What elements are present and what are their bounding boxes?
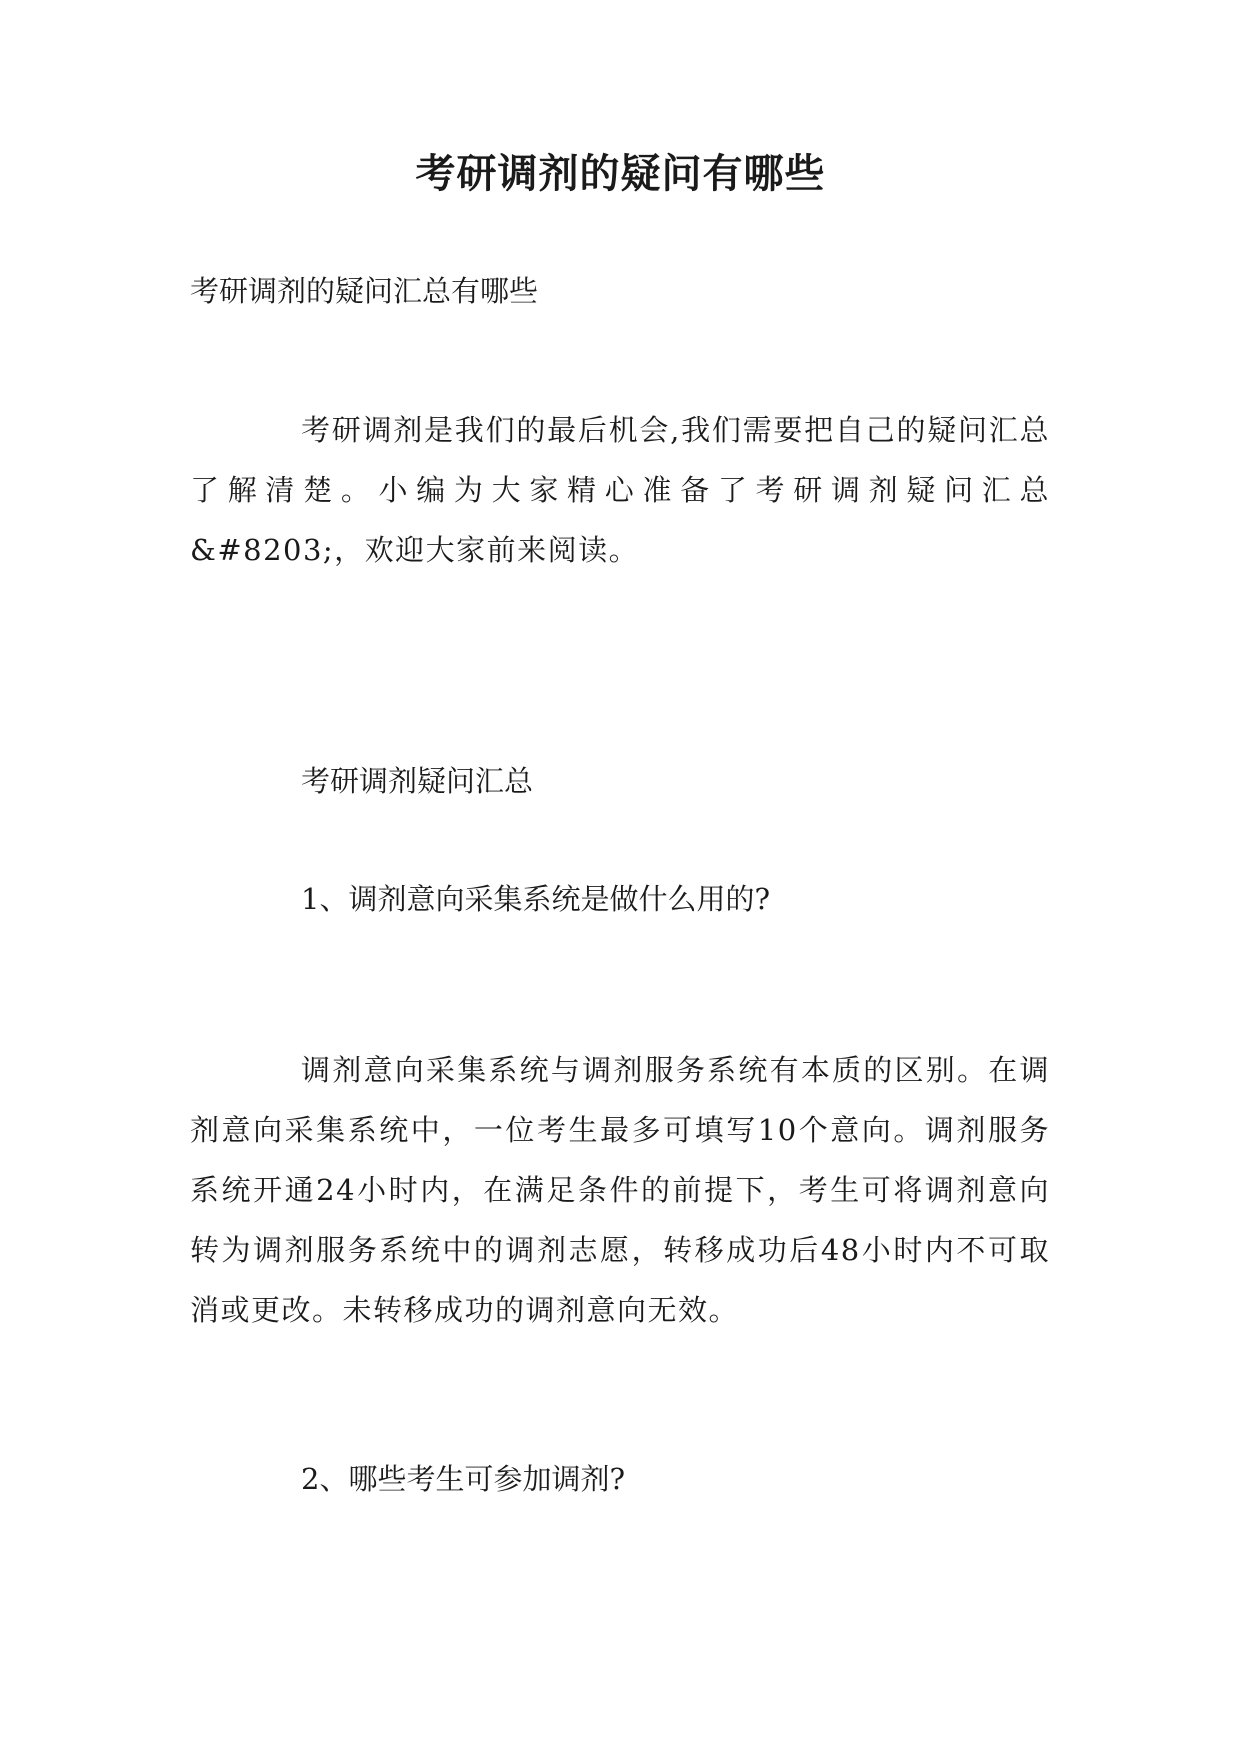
answer-1-paragraph: 调剂意向采集系统与调剂服务系统有本质的区别。在调剂意向采集系统中，一位考生最多可填写10个意向。调剂服务系统开通24小时内，在满足条件的前提下，考生可将调剂意向转为调剂服务系统中的调剂志愿，转移成功后48小时内不可取消或更改。未转移成功的调剂意向无效。: [190, 1053, 1050, 1327]
section-heading: 考研调剂疑问汇总: [301, 764, 534, 798]
question-1: 1、调剂意向采集系统是做什么用的?: [301, 882, 770, 916]
document-subtitle: 考研调剂的疑问汇总有哪些: [190, 274, 539, 308]
question-2: 2、哪些考生可参加调剂?: [301, 1462, 625, 1496]
intro-paragraph: 考研调剂是我们的最后机会,我们需要把自己的疑问汇总了解清楚。小编为大家精心准备了考研调剂疑问汇总&#8203;，欢迎大家前来阅读。: [190, 413, 1050, 567]
document-title: 考研调剂的疑问有哪些: [415, 150, 826, 197]
